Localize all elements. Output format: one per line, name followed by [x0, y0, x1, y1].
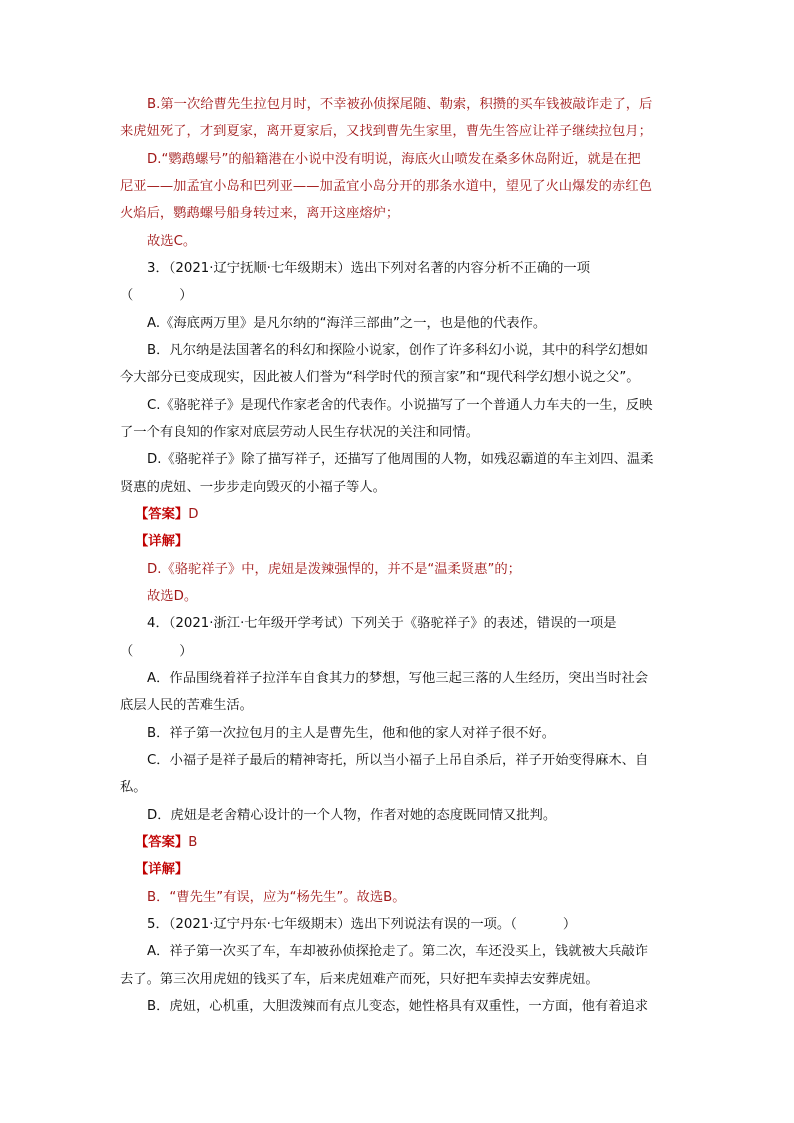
- question-3-answer: [135, 501, 691, 528]
- question-4-option-d: D．虎妞是老舍精心设计的一个人物，作者对她的态度既同情又批判。: [147, 808, 557, 823]
- option-d-explanation-line-1: D.“鹦鹉螺号”的船籍港在小说中没有明说，海底火山喷发在桑多休岛附近，就是在把: [147, 152, 641, 167]
- option-b-explanation-line-2: 来虎妞死了，才到夏家，离开夏家后，又找到曹先生家里，曹先生答应让祥子继续拉包月；: [120, 124, 652, 139]
- option-d-explanation-line-3: 火焰后，鹦鹉螺号船身转过来，离开这座熔炉；: [120, 206, 400, 221]
- question-4-option-b: B．祥子第一次拉包月的主人是曹先生，他和他的家人对祥子很不好。: [147, 726, 556, 741]
- question-4-detail-text: B．“曹先生”有误，应为“杨先生”。故选B。: [147, 890, 406, 905]
- question-3-option-b-line-2: 今大部分已变成现实，因此被人们誉为“科学时代的预言家”和“现代科学幻想小说之父”。: [120, 370, 640, 385]
- question-3-option-a: A.《海底两万里》是凡尔纳的“海洋三部曲”之一，也是他的代表作。: [147, 316, 547, 331]
- question-3-conclusion: 故选D。: [147, 589, 198, 604]
- question-4-detail-heading: 【详解】: [135, 862, 189, 877]
- option-d-explanation-line-2: 尼亚——加孟宜小岛和巴列亚——加孟宜小岛分开的那条水道中，望见了火山爆发的赤红色: [120, 179, 652, 194]
- question-4-answer: [135, 829, 691, 856]
- question-3-detail-text: D.《骆驼祥子》中，虎妞是泼辣强悍的，并不是“温柔贤惠”的；: [147, 562, 521, 577]
- question-3-option-d-line-1: D.《骆驼祥子》除了描写祥子，还描写了他周围的人物，如残忍霸道的车主刘四、温柔: [147, 452, 654, 467]
- question-3-option-d-line-2: 贤惠的虎妞、一步步走向毁灭的小福子等人。: [120, 480, 386, 495]
- question-5-option-a-line-2: 去了。第三次用虎妞的钱买了车，后来虎妞难产而死，只好把车卖掉去安葬虎妞。: [120, 972, 599, 987]
- question-3-detail-heading: 【详解】: [135, 534, 189, 549]
- question-5-option-b-line-1: B．虎妞，心机重，大胆泼辣而有点儿变态，她性格具有双重性，一方面，他有着追求: [147, 999, 649, 1014]
- answer-tag: 【答案】: [135, 835, 189, 850]
- question-4-option-c-line-1: C．小福子是祥子最后的精神寄托，所以当小福子上吊自杀后，祥子开始变得麻木、自: [147, 753, 649, 768]
- question-4-answer-bracket: （ ）: [120, 644, 193, 659]
- answer-value: B: [188, 835, 198, 850]
- question-4-option-c-line-2: 私。: [120, 780, 147, 795]
- question-5-stem: 5．（2021·辽宁丹东·七年级期末）选出下列说法有误的一项。（ ）: [147, 917, 577, 932]
- q2-conclusion: 故选C。: [147, 234, 197, 249]
- question-4-stem: 4．（2021·浙江·七年级开学考试）下列关于《骆驼祥子》的表述，错误的一项是: [147, 616, 617, 631]
- option-b-explanation-line-1: B.第一次给曹先生拉包月时，不幸被孙侦探尾随、勒索，积攒的买车钱被敲诈走了，后: [147, 97, 653, 112]
- answer-tag: 【答案】: [135, 507, 189, 522]
- answer-value: D: [188, 507, 199, 522]
- question-3-stem: 3．（2021·辽宁抚顺·七年级期末）选出下列对名著的内容分析不正确的一项: [147, 261, 591, 276]
- question-3-answer-bracket: （ ）: [120, 288, 193, 303]
- question-4-option-a-line-1: A．作品围绕着祥子拉洋车自食其力的梦想，写他三起三落的人生经历，突出当时社会: [147, 671, 649, 686]
- question-3-option-c-line-1: C.《骆驼祥子》是现代作家老舍的代表作。小说描写了一个普通人力车夫的一生，反映: [147, 398, 653, 413]
- question-5-option-a-line-1: A．祥子第一次买了车，车却被孙侦探抢走了。第二次，车还没买上，钱就被大兵敲诈: [147, 944, 649, 959]
- question-4-option-a-line-2: 底层人民的苦难生活。: [120, 698, 253, 713]
- question-3-option-c-line-2: 了一个有良知的作家对底层劳动人民生存状况的关注和同情。: [120, 425, 480, 440]
- question-3-option-b-line-1: B．凡尔纳是法国著名的科幻和探险小说家，创作了许多科幻小说，其中的科学幻想如: [147, 343, 649, 358]
